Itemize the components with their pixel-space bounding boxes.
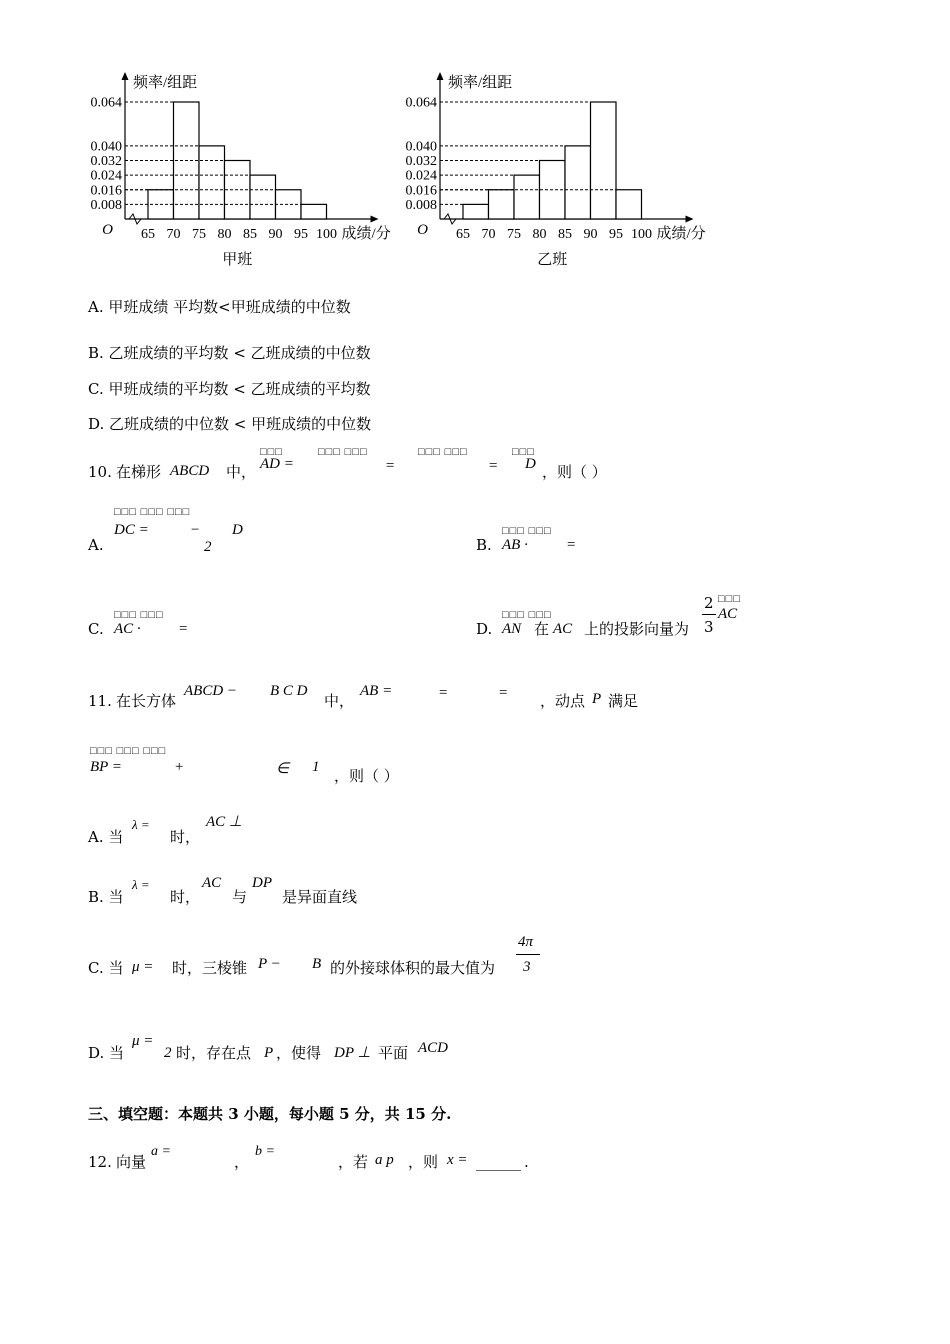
q10-c-eq: =	[178, 621, 189, 637]
x-tick-label: 70	[481, 227, 496, 242]
y-tick-label: 0.032	[90, 154, 122, 169]
y-axis-label: 频率/组距	[448, 75, 513, 91]
q11-box: ABCD −	[184, 683, 238, 699]
q10-number: 10.	[88, 463, 112, 481]
q11-d-p: P	[264, 1045, 274, 1061]
q10-a-minus: −	[190, 522, 201, 538]
q10-stem-mid: 中，	[226, 463, 257, 481]
y-tick-label: 0.064	[405, 95, 437, 111]
q10-d-text: 上的投影向量为	[584, 620, 690, 638]
q11-d-plane: 平面	[378, 1044, 409, 1062]
q12-ap: a p	[375, 1152, 394, 1168]
histogram-bar	[591, 102, 617, 219]
x-axis-label: 成绩/分	[341, 226, 391, 242]
q11-a-mid: 时，	[170, 828, 201, 846]
q12-dot: .	[524, 1153, 529, 1171]
q10-vector-arrow: □□□ □□□	[502, 609, 552, 621]
y-tick-label: 0.008	[90, 197, 122, 213]
histogram-class-b	[395, 64, 725, 274]
q11-d-mu: μ =	[132, 1033, 154, 1049]
option-label: A. 当	[88, 828, 124, 846]
q11-b-ac: AC	[202, 875, 222, 891]
q10-vector-arrow: □□□ □□□ □□□	[114, 506, 191, 518]
q10-vector-arrow: □□□ □□□	[502, 525, 552, 537]
q10-stem-text: 在梯形	[116, 463, 162, 481]
q11-end2: 满足	[608, 692, 639, 710]
q10-c-ac: AC ·	[114, 621, 141, 637]
q11-c-den: 3	[523, 959, 531, 975]
q10-end: ，则（ ）	[542, 463, 607, 481]
y-tick-label: 0.016	[405, 183, 437, 199]
histogram-bar	[199, 146, 225, 219]
x-tick-label: 70	[166, 227, 181, 242]
section-heading: 三、填空题：本题共 3 小题，每小题 5 分，共 15 分.	[88, 1105, 452, 1123]
x-tick-label: 65	[456, 227, 470, 242]
chart-title: 甲班	[222, 252, 253, 268]
q12-number: 12.	[88, 1153, 112, 1171]
q9-option-b: B. 乙班成绩的平均数 < 乙班成绩的中位数	[88, 344, 371, 362]
q10-d-mid: 在	[534, 620, 550, 638]
q11-b-mid: 时，	[170, 888, 201, 906]
y-axis-arrow	[122, 72, 129, 80]
q10-frac-ac: AC	[718, 606, 738, 622]
histogram-bar	[301, 204, 327, 219]
q11-b-and: 与	[232, 888, 248, 906]
histogram-bar	[565, 146, 591, 219]
q11-then: ，则（ ）	[334, 767, 399, 785]
q9-option-d: D. 乙班成绩的中位数 < 甲班成绩的中位数	[88, 415, 372, 433]
q10-frac-den: 3	[704, 618, 714, 636]
histogram-bar	[616, 190, 642, 219]
fraction-bar	[516, 954, 540, 955]
q10-eq1: =	[385, 458, 396, 474]
q11-a-lambda: λ =	[132, 817, 150, 832]
histogram-bar	[250, 175, 276, 219]
q10-d-an: AN	[502, 621, 522, 637]
q12-answer-blank[interactable]: ______	[476, 1153, 521, 1171]
x-tick-label: 95	[609, 227, 623, 242]
x-tick-label: 100	[631, 227, 652, 242]
y-axis-label: 频率/组距	[133, 75, 198, 91]
q10-ad: AD =	[260, 456, 294, 472]
y-tick-label: 0.040	[90, 139, 122, 155]
y-tick-label: 0.024	[405, 168, 437, 184]
q11-end: ，动点	[540, 692, 586, 710]
x-tick-label: 80	[217, 227, 232, 242]
option-label: C.	[88, 620, 104, 638]
q11-c-num: 4π	[518, 934, 534, 950]
q10-b-eq: =	[566, 537, 577, 553]
q11-in: ∈	[276, 761, 290, 777]
x-tick-label: 65	[141, 227, 155, 242]
histogram-bar	[514, 175, 540, 219]
q11-ab: AB =	[360, 683, 393, 699]
q10-eq2: =	[488, 458, 499, 474]
q11-number: 11.	[88, 692, 112, 710]
q9-option-c: C. 甲班成绩的平均数 < 乙班成绩的平均数	[88, 380, 371, 398]
y-tick-label: 0.016	[90, 183, 122, 199]
x-tick-label: 100	[316, 227, 337, 242]
q11-c-p: P −	[258, 956, 281, 972]
q10-d: D	[525, 456, 536, 472]
option-label: D. 当	[88, 1044, 125, 1062]
q11-d-acd: ACD	[418, 1040, 448, 1056]
q10-a-dc: DC =	[114, 522, 149, 538]
x-tick-label: 85	[558, 227, 572, 242]
q11-one: 1	[312, 759, 320, 775]
q10-vector-arrow: □□□	[260, 446, 283, 458]
x-tick-label: 75	[192, 227, 206, 242]
q11-c-mu: μ =	[132, 959, 154, 975]
q12-then: ，则	[408, 1153, 439, 1171]
q10-b-ab: AB ·	[502, 537, 528, 553]
chart-title: 乙班	[537, 252, 568, 268]
q11-p: P	[592, 691, 602, 707]
q11-d-2: 2	[164, 1045, 172, 1061]
q11-plus: +	[174, 759, 185, 775]
q10-vector-arrow: □□□	[512, 446, 535, 458]
q11-c-end: 的外接球体积的最大值为	[330, 959, 496, 977]
x-tick-label: 90	[268, 227, 283, 242]
q11-c-mid: 时，三棱锥	[172, 959, 248, 977]
histogram-bar	[463, 204, 489, 219]
q11-d-mid: 时，存在点	[176, 1044, 252, 1062]
option-label: B. 当	[88, 888, 124, 906]
x-axis-label: 成绩/分	[656, 226, 706, 242]
q10-vector-arrow: □□□ □□□	[114, 609, 164, 621]
q12-stem-text: 向量	[116, 1153, 147, 1171]
q10-d-ac: AC	[553, 621, 573, 637]
q10-trapezoid: ABCD	[170, 463, 210, 479]
q11-box2: B C D	[270, 683, 308, 699]
q10-vector-arrow: □□□	[718, 593, 741, 605]
q12-if: ，若	[338, 1153, 369, 1171]
y-tick-label: 0.040	[405, 139, 437, 155]
origin-label: O	[417, 222, 428, 238]
option-label: D.	[476, 620, 493, 638]
q11-mid: 中，	[324, 692, 355, 710]
option-label: B.	[476, 536, 492, 554]
q10-a-2: 2	[204, 539, 212, 555]
q10-vector-arrow: □□□ □□□	[418, 446, 468, 458]
q12-a: a =	[151, 1144, 171, 1159]
q10-frac-num: 2	[704, 594, 714, 612]
q11-bp: BP =	[90, 759, 122, 775]
q10-a-d: D	[232, 522, 243, 538]
x-tick-label: 90	[583, 227, 598, 242]
q11-b-lambda: λ =	[132, 877, 150, 892]
q11-eq1: =	[438, 685, 449, 701]
q11-d-dp: DP ⊥	[334, 1045, 371, 1061]
q12-x: x =	[447, 1152, 468, 1168]
q11-d-mid2: ，使得	[276, 1044, 322, 1062]
histogram-bar	[489, 190, 515, 219]
x-axis-arrow	[371, 216, 379, 223]
q11-a-expr: AC ⊥	[206, 814, 242, 830]
q11-stem-text: 在长方体	[116, 692, 177, 710]
y-tick-label: 0.008	[405, 197, 437, 213]
y-tick-label: 0.064	[90, 95, 122, 111]
q11-b-end: 是异面直线	[282, 888, 358, 906]
q9-option-a: A. 甲班成绩 平均数<甲班成绩的中位数	[88, 298, 351, 316]
x-tick-label: 80	[532, 227, 547, 242]
x-tick-label: 75	[507, 227, 521, 242]
q11-vector-arrow: □□□ □□□ □□□	[90, 745, 167, 757]
x-axis-arrow	[686, 216, 694, 223]
x-tick-label: 85	[243, 227, 257, 242]
option-label: C. 当	[88, 959, 124, 977]
q11-b-dp: DP	[252, 875, 272, 891]
y-axis-arrow	[437, 72, 444, 80]
q11-c-b: B	[312, 956, 322, 972]
option-label: A.	[88, 536, 104, 554]
q11-eq2: =	[498, 685, 509, 701]
x-tick-label: 95	[294, 227, 308, 242]
q10-vector-arrow: □□□ □□□	[318, 446, 368, 458]
fraction-bar	[702, 614, 716, 615]
origin-label: O	[102, 222, 113, 238]
q12-b: b =	[255, 1144, 275, 1159]
q12-comma: ，	[234, 1153, 250, 1171]
y-tick-label: 0.024	[90, 168, 122, 184]
histogram-class-a	[80, 64, 410, 274]
y-tick-label: 0.032	[405, 154, 437, 169]
